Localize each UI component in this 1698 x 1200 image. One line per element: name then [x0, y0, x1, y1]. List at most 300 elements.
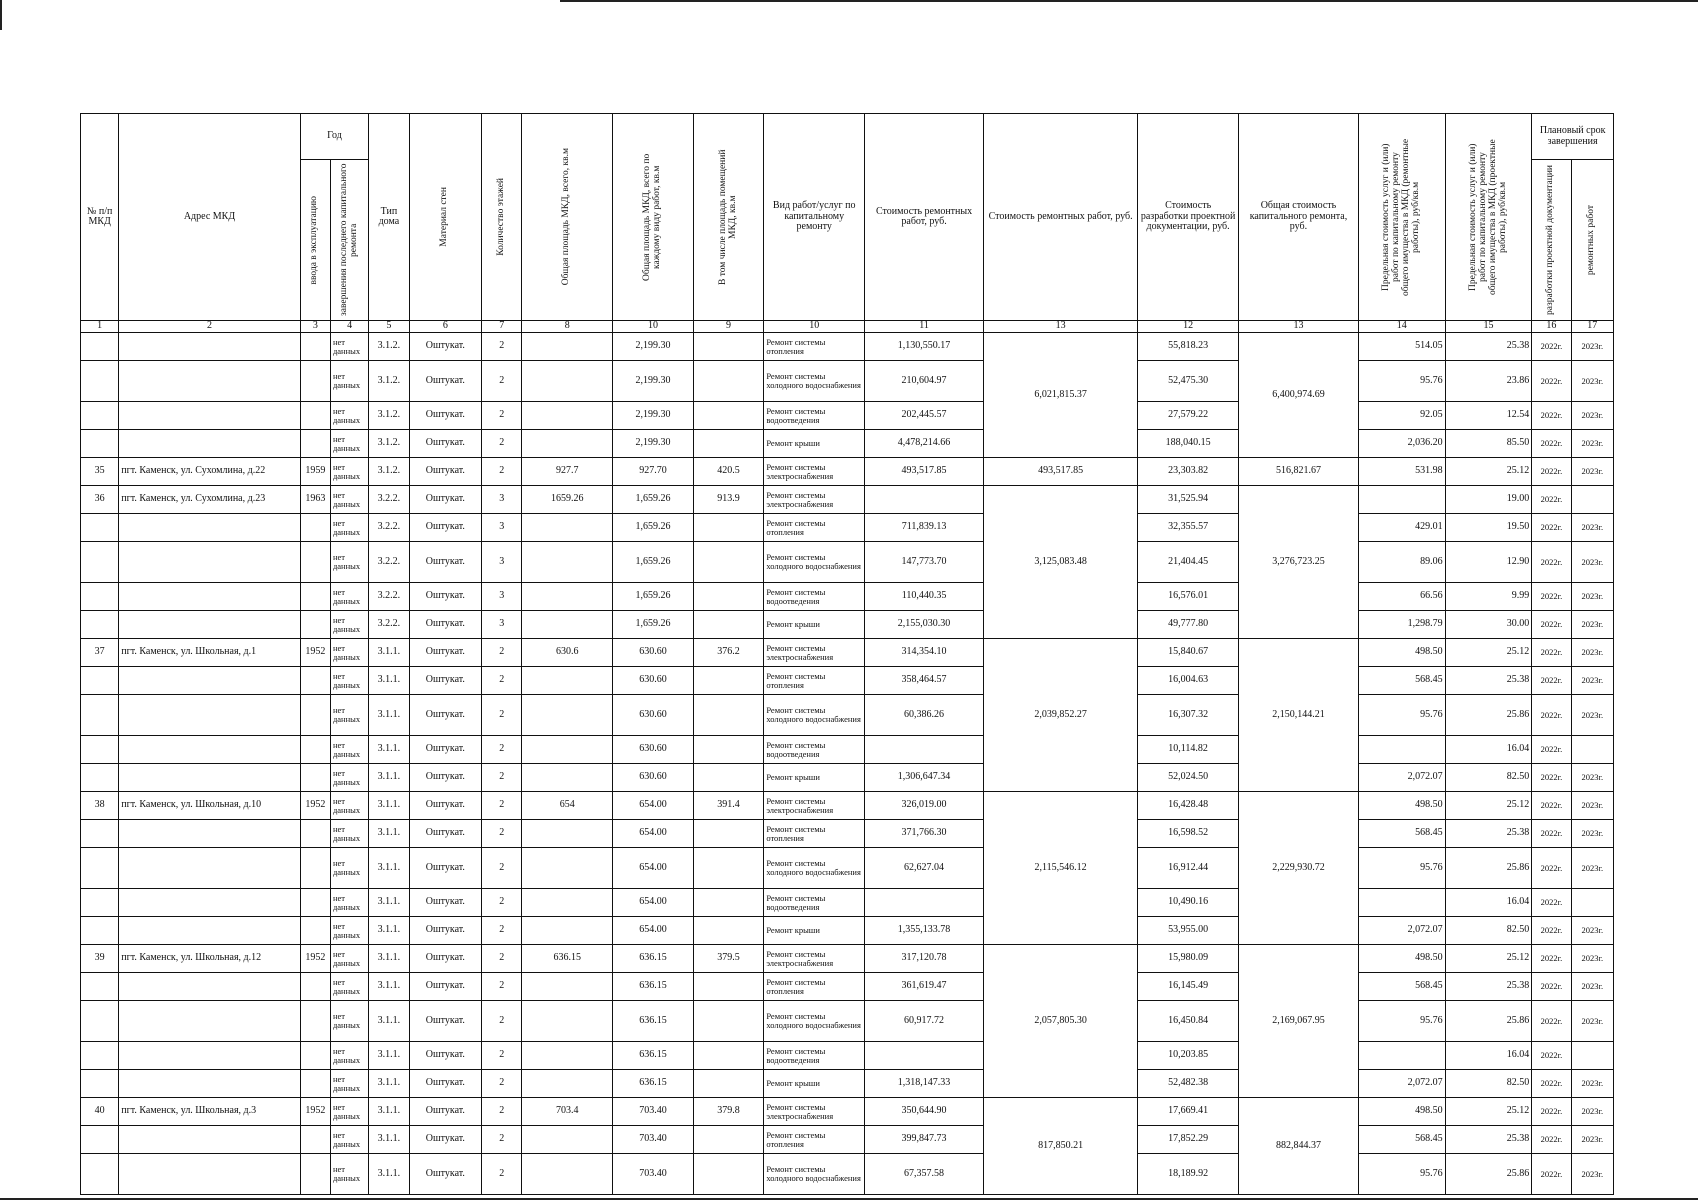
cell-limit-design: 82.50: [1445, 917, 1532, 945]
cell-year-last-repair: нет данных: [330, 973, 368, 1001]
cell-term-repair: 2023г.: [1571, 542, 1613, 583]
cell-house-type: 3.1.1.: [369, 1001, 409, 1042]
cell-design-cost: 31,525.94: [1138, 486, 1239, 514]
cell-living-area: [693, 514, 764, 542]
cell-floors: 2: [482, 402, 522, 430]
cell-num: [81, 611, 119, 639]
table-row: [81, 1042, 1614, 1070]
cell-wall-material: Оштукат.: [409, 514, 482, 542]
cell-limit-design: 82.50: [1445, 1070, 1532, 1098]
cell-term-repair: 2023г.: [1571, 667, 1613, 695]
cell-term-design: 2022г.: [1532, 611, 1571, 639]
cell-address: пгт. Каменск, ул. Сухомлина, д.22: [119, 458, 300, 486]
cell-limit-design: 85.50: [1445, 430, 1532, 458]
column-number: 15: [1445, 321, 1532, 333]
cell-num: [81, 514, 119, 542]
cell-total-area: [522, 611, 613, 639]
cell-house-type: 3.1.1.: [369, 667, 409, 695]
cell-address: [119, 611, 300, 639]
cell-area-per-work: 630.60: [613, 639, 694, 667]
cell-design-cost: 10,490.16: [1138, 889, 1239, 917]
cell-living-area: [693, 820, 764, 848]
cell-wall-material: Оштукат.: [409, 736, 482, 764]
cell-area-per-work: 630.60: [613, 736, 694, 764]
column-number: 4: [330, 321, 368, 333]
cell-year-last-repair: нет данных: [330, 1042, 368, 1070]
table-row: [81, 1070, 1614, 1098]
cell-area-per-work: 1,659.26: [613, 486, 694, 514]
cell-term-repair: 2023г.: [1571, 361, 1613, 402]
cell-year-commission: 1952: [300, 639, 330, 667]
cell-total-area: [522, 695, 613, 736]
cell-year-commission: [300, 889, 330, 917]
cell-wall-material: Оштукат.: [409, 889, 482, 917]
column-number: 9: [693, 321, 764, 333]
cell-limit-design: 25.86: [1445, 1001, 1532, 1042]
cell-living-area: [693, 583, 764, 611]
cell-living-area: [693, 1042, 764, 1070]
cell-wall-material: Оштукат.: [409, 848, 482, 889]
cell-repair-cost-total: 2,115,546.12: [984, 792, 1138, 945]
cell-total-area: 630.6: [522, 639, 613, 667]
cell-total-cost: 2,169,067.95: [1239, 945, 1359, 1098]
cell-wall-material: Оштукат.: [409, 611, 482, 639]
cell-repair-cost: 1,130,550.17: [865, 333, 984, 361]
cell-work-type: Ремонт системы отопления: [764, 667, 865, 695]
cell-living-area: [693, 542, 764, 583]
cell-house-type: 3.1.1.: [369, 889, 409, 917]
cell-address: пгт. Каменск, ул. Сухомлина, д.23: [119, 486, 300, 514]
cell-address: [119, 1126, 300, 1154]
cell-floors: 2: [482, 639, 522, 667]
cell-work-type: Ремонт системы холодного водоснабжения: [764, 695, 865, 736]
cell-year-commission: [300, 973, 330, 1001]
cell-year-commission: [300, 848, 330, 889]
cell-wall-material: Оштукат.: [409, 973, 482, 1001]
cell-total-area: [522, 1042, 613, 1070]
cell-num: [81, 402, 119, 430]
cell-design-cost: 52,475.30: [1138, 361, 1239, 402]
cell-year-commission: [300, 917, 330, 945]
cell-year-commission: [300, 695, 330, 736]
cell-design-cost: 27,579.22: [1138, 402, 1239, 430]
table-row: [81, 1126, 1614, 1154]
cell-total-area: [522, 848, 613, 889]
cell-repair-cost-total: 2,057,805.30: [984, 945, 1138, 1098]
cell-total-area: [522, 736, 613, 764]
header-house-type: Тип дома: [369, 114, 409, 321]
cell-limit-design: 25.38: [1445, 973, 1532, 1001]
cell-total-cost: 2,150,144.21: [1239, 639, 1359, 792]
cell-wall-material: Оштукат.: [409, 1070, 482, 1098]
cell-term-design: 2022г.: [1532, 1098, 1571, 1126]
cell-num: [81, 1154, 119, 1195]
cell-term-design: 2022г.: [1532, 1070, 1571, 1098]
cell-term-design: 2022г.: [1532, 736, 1571, 764]
cell-repair-cost: 1,306,647.34: [865, 764, 984, 792]
cell-wall-material: Оштукат.: [409, 1098, 482, 1126]
cell-work-type: Ремонт системы водоотведения: [764, 583, 865, 611]
cell-year-last-repair: нет данных: [330, 1070, 368, 1098]
cell-limit-repair: 498.50: [1358, 639, 1445, 667]
cell-repair-cost: 361,619.47: [865, 973, 984, 1001]
cell-term-design: 2022г.: [1532, 430, 1571, 458]
cell-year-last-repair: нет данных: [330, 792, 368, 820]
cell-term-design: 2022г.: [1532, 889, 1571, 917]
table-row: [81, 611, 1614, 639]
cell-address: [119, 583, 300, 611]
cell-wall-material: Оштукат.: [409, 1154, 482, 1195]
cell-repair-cost: 399,847.73: [865, 1126, 984, 1154]
cell-limit-design: 25.12: [1445, 945, 1532, 973]
cell-house-type: 3.1.1.: [369, 639, 409, 667]
cell-limit-design: 25.38: [1445, 1126, 1532, 1154]
cell-work-type: Ремонт системы водоотведения: [764, 889, 865, 917]
cell-year-commission: [300, 361, 330, 402]
cell-limit-repair: [1358, 889, 1445, 917]
cell-house-type: 3.1.2.: [369, 402, 409, 430]
cell-work-type: Ремонт системы холодного водоснабжения: [764, 361, 865, 402]
cell-work-type: Ремонт системы электроснабжения: [764, 458, 865, 486]
cell-area-per-work: 927.70: [613, 458, 694, 486]
table-row: [81, 764, 1614, 792]
cell-house-type: 3.2.2.: [369, 583, 409, 611]
cell-total-area: 1659.26: [522, 486, 613, 514]
column-number: 10: [764, 321, 865, 333]
cell-year-last-repair: нет данных: [330, 1098, 368, 1126]
cell-limit-repair: 568.45: [1358, 667, 1445, 695]
cell-limit-repair: 89.06: [1358, 542, 1445, 583]
cell-total-cost: 6,400,974.69: [1239, 333, 1359, 458]
header-repair-cost-total: Стоимость ремонтных работ, руб.: [984, 114, 1138, 321]
cell-term-design: 2022г.: [1532, 458, 1571, 486]
cell-num: 36: [81, 486, 119, 514]
cell-repair-cost: 314,354.10: [865, 639, 984, 667]
column-number-row: [81, 321, 1614, 333]
cell-total-area: [522, 583, 613, 611]
cell-term-repair: 2023г.: [1571, 1070, 1613, 1098]
cell-address: [119, 848, 300, 889]
cell-year-commission: [300, 514, 330, 542]
cell-floors: 3: [482, 486, 522, 514]
table-row: [81, 542, 1614, 583]
cell-num: 37: [81, 639, 119, 667]
header-design-cost: Стоимость разработки проектной документации, руб.: [1138, 114, 1239, 321]
cell-term-design: 2022г.: [1532, 820, 1571, 848]
cell-work-type: Ремонт системы водоотведения: [764, 736, 865, 764]
table-row: [81, 889, 1614, 917]
cell-year-commission: 1963: [300, 486, 330, 514]
cell-wall-material: Оштукат.: [409, 695, 482, 736]
cell-living-area: [693, 361, 764, 402]
cell-house-type: 3.1.1.: [369, 695, 409, 736]
cell-num: [81, 333, 119, 361]
cell-limit-design: 25.86: [1445, 848, 1532, 889]
cell-limit-design: 25.12: [1445, 1098, 1532, 1126]
cell-repair-cost: 317,120.78: [865, 945, 984, 973]
cell-term-design: 2022г.: [1532, 764, 1571, 792]
cell-repair-cost-total: 493,517.85: [984, 458, 1138, 486]
cell-area-per-work: 654.00: [613, 917, 694, 945]
cell-total-area: [522, 973, 613, 1001]
table-row: [81, 486, 1614, 514]
cell-limit-repair: 429.01: [1358, 514, 1445, 542]
cell-term-repair: 2023г.: [1571, 917, 1613, 945]
cell-year-last-repair: нет данных: [330, 889, 368, 917]
cell-term-design: 2022г.: [1532, 792, 1571, 820]
cell-repair-cost: [865, 1042, 984, 1070]
cell-design-cost: 23,303.82: [1138, 458, 1239, 486]
cell-design-cost: 10,203.85: [1138, 1042, 1239, 1070]
cell-limit-repair: 498.50: [1358, 1098, 1445, 1126]
table-row: [81, 402, 1614, 430]
cell-design-cost: 49,777.80: [1138, 611, 1239, 639]
cell-address: [119, 764, 300, 792]
cell-term-repair: 2023г.: [1571, 333, 1613, 361]
cell-area-per-work: 2,199.30: [613, 361, 694, 402]
cell-repair-cost: 493,517.85: [865, 458, 984, 486]
cell-year-last-repair: нет данных: [330, 764, 368, 792]
cell-total-area: 927.7: [522, 458, 613, 486]
cell-repair-cost: [865, 736, 984, 764]
column-number: 6: [409, 321, 482, 333]
cell-term-design: 2022г.: [1532, 945, 1571, 973]
table-row: [81, 1001, 1614, 1042]
cell-num: [81, 736, 119, 764]
cell-floors: 3: [482, 542, 522, 583]
cell-term-repair: 2023г.: [1571, 820, 1613, 848]
cell-term-repair: 2023г.: [1571, 611, 1613, 639]
cell-repair-cost: 202,445.57: [865, 402, 984, 430]
cell-living-area: 376.2: [693, 639, 764, 667]
cell-work-type: Ремонт системы электроснабжения: [764, 792, 865, 820]
cell-repair-cost: 60,386.26: [865, 695, 984, 736]
cell-house-type: 3.2.2.: [369, 486, 409, 514]
cell-repair-cost-total: 817,850.21: [984, 1098, 1138, 1195]
cell-floors: 2: [482, 333, 522, 361]
cell-limit-design: 25.12: [1445, 458, 1532, 486]
column-number: 8: [522, 321, 613, 333]
cell-floors: 2: [482, 1001, 522, 1042]
header-wall-material: Материал стен: [409, 114, 482, 321]
table-row: [81, 361, 1614, 402]
cell-living-area: [693, 333, 764, 361]
cell-floors: 2: [482, 848, 522, 889]
cell-wall-material: Оштукат.: [409, 486, 482, 514]
cell-year-last-repair: нет данных: [330, 583, 368, 611]
cell-limit-design: 16.04: [1445, 736, 1532, 764]
cell-total-area: 703.4: [522, 1098, 613, 1126]
cell-floors: 2: [482, 1154, 522, 1195]
cell-total-area: [522, 1001, 613, 1042]
table-row: [81, 973, 1614, 1001]
cell-address: [119, 333, 300, 361]
cell-house-type: 3.1.1.: [369, 736, 409, 764]
cell-area-per-work: 1,659.26: [613, 514, 694, 542]
cell-wall-material: Оштукат.: [409, 917, 482, 945]
cell-wall-material: Оштукат.: [409, 1001, 482, 1042]
table-row: [81, 1154, 1614, 1195]
table-body: [81, 333, 1614, 1195]
cell-house-type: 3.1.1.: [369, 1042, 409, 1070]
cell-work-type: Ремонт системы отопления: [764, 1126, 865, 1154]
cell-living-area: 913.9: [693, 486, 764, 514]
column-number: 10: [613, 321, 694, 333]
cell-limit-repair: [1358, 1042, 1445, 1070]
cell-total-area: [522, 542, 613, 583]
cell-total-area: [522, 667, 613, 695]
cell-num: [81, 848, 119, 889]
cell-num: [81, 1001, 119, 1042]
cell-living-area: [693, 848, 764, 889]
cell-limit-repair: 92.05: [1358, 402, 1445, 430]
cell-year-last-repair: нет данных: [330, 736, 368, 764]
cell-work-type: Ремонт системы холодного водоснабжения: [764, 848, 865, 889]
cell-term-design: 2022г.: [1532, 333, 1571, 361]
cell-house-type: 3.1.1.: [369, 848, 409, 889]
cell-limit-design: 25.38: [1445, 820, 1532, 848]
cell-house-type: 3.1.1.: [369, 1154, 409, 1195]
header-limit-repair: Предельная стоимость услуг и (или) работ по капитальному ремонту общего имущества в МКД (ремонтные работы), руб/кв.м: [1358, 114, 1445, 321]
cell-total-area: [522, 1154, 613, 1195]
cell-term-repair: 2023г.: [1571, 1098, 1613, 1126]
cell-work-type: Ремонт системы холодного водоснабжения: [764, 542, 865, 583]
cell-num: 39: [81, 945, 119, 973]
cell-total-area: [522, 402, 613, 430]
cell-year-last-repair: нет данных: [330, 542, 368, 583]
cell-num: [81, 917, 119, 945]
cell-wall-material: Оштукат.: [409, 667, 482, 695]
header-repair-cost: Стоимость ремонтных работ, руб.: [865, 114, 984, 321]
cell-floors: 3: [482, 611, 522, 639]
cell-repair-cost: 1,355,133.78: [865, 917, 984, 945]
cell-term-repair: 2023г.: [1571, 583, 1613, 611]
table-row: [81, 820, 1614, 848]
cell-limit-design: 25.12: [1445, 639, 1532, 667]
column-number: 16: [1532, 321, 1571, 333]
table-row: [81, 792, 1614, 820]
table-row: [81, 667, 1614, 695]
cell-limit-design: 19.50: [1445, 514, 1532, 542]
cell-repair-cost: 110,440.35: [865, 583, 984, 611]
cell-design-cost: 16,145.49: [1138, 973, 1239, 1001]
column-number: 7: [482, 321, 522, 333]
cell-limit-design: 12.54: [1445, 402, 1532, 430]
cell-house-type: 3.1.1.: [369, 820, 409, 848]
cell-year-commission: [300, 1154, 330, 1195]
cell-address: [119, 917, 300, 945]
cell-address: [119, 736, 300, 764]
cell-total-cost: 2,229,930.72: [1239, 792, 1359, 945]
column-number: 11: [865, 321, 984, 333]
cell-num: [81, 667, 119, 695]
cell-area-per-work: 636.15: [613, 1042, 694, 1070]
cell-house-type: 3.1.1.: [369, 1070, 409, 1098]
cell-num: [81, 695, 119, 736]
cell-repair-cost: [865, 486, 984, 514]
cell-work-type: Ремонт системы электроснабжения: [764, 639, 865, 667]
cell-year-last-repair: нет данных: [330, 1154, 368, 1195]
cell-year-last-repair: нет данных: [330, 458, 368, 486]
cell-limit-design: 12.90: [1445, 542, 1532, 583]
cell-design-cost: 53,955.00: [1138, 917, 1239, 945]
cell-total-cost: 516,821.67: [1239, 458, 1359, 486]
cell-year-commission: [300, 542, 330, 583]
cell-year-last-repair: нет данных: [330, 430, 368, 458]
cell-floors: 2: [482, 945, 522, 973]
cell-total-area: [522, 1070, 613, 1098]
capital-repair-table-sheet: [80, 113, 1614, 1183]
cell-house-type: 3.1.1.: [369, 1126, 409, 1154]
cell-area-per-work: 2,199.30: [613, 402, 694, 430]
cell-limit-repair: 95.76: [1358, 848, 1445, 889]
cell-floors: 2: [482, 917, 522, 945]
cell-year-commission: 1952: [300, 1098, 330, 1126]
cell-term-design: 2022г.: [1532, 1154, 1571, 1195]
cell-term-design: 2022г.: [1532, 402, 1571, 430]
cell-term-repair: 2023г.: [1571, 402, 1613, 430]
cell-year-commission: [300, 820, 330, 848]
cell-total-area: [522, 917, 613, 945]
cell-work-type: Ремонт системы водоотведения: [764, 1042, 865, 1070]
cell-design-cost: 188,040.15: [1138, 430, 1239, 458]
cell-house-type: 3.2.2.: [369, 542, 409, 583]
cell-house-type: 3.1.1.: [369, 792, 409, 820]
cell-repair-cost: 4,478,214.66: [865, 430, 984, 458]
header-term-repair: ремонтных работ: [1571, 160, 1613, 321]
cell-limit-design: 23.86: [1445, 361, 1532, 402]
cell-wall-material: Оштукат.: [409, 402, 482, 430]
cell-area-per-work: 703.40: [613, 1154, 694, 1195]
cell-term-design: 2022г.: [1532, 848, 1571, 889]
cell-repair-cost: 358,464.57: [865, 667, 984, 695]
cell-floors: 3: [482, 583, 522, 611]
cell-term-repair: 2023г.: [1571, 514, 1613, 542]
cell-num: [81, 583, 119, 611]
cell-living-area: [693, 917, 764, 945]
cell-limit-repair: 95.76: [1358, 1001, 1445, 1042]
cell-work-type: Ремонт крыши: [764, 430, 865, 458]
cell-area-per-work: 630.60: [613, 695, 694, 736]
cell-limit-design: 30.00: [1445, 611, 1532, 639]
cell-address: [119, 820, 300, 848]
cell-area-per-work: 636.15: [613, 1070, 694, 1098]
cell-limit-design: 9.99: [1445, 583, 1532, 611]
cell-limit-repair: 95.76: [1358, 695, 1445, 736]
cell-year-commission: 1952: [300, 792, 330, 820]
cell-total-area: [522, 1126, 613, 1154]
cell-total-area: [522, 333, 613, 361]
cell-year-commission: [300, 402, 330, 430]
cell-area-per-work: 1,659.26: [613, 611, 694, 639]
cell-wall-material: Оштукат.: [409, 1126, 482, 1154]
cell-repair-cost: 711,839.13: [865, 514, 984, 542]
cell-year-commission: 1952: [300, 945, 330, 973]
cell-limit-repair: 95.76: [1358, 361, 1445, 402]
cell-limit-design: 25.38: [1445, 667, 1532, 695]
cell-num: [81, 542, 119, 583]
cell-area-per-work: 1,659.26: [613, 542, 694, 583]
cell-year-commission: [300, 430, 330, 458]
cell-limit-design: 16.04: [1445, 1042, 1532, 1070]
header-year-commission: ввода в эксплуатацию: [300, 160, 330, 321]
cell-term-design: 2022г.: [1532, 917, 1571, 945]
cell-floors: 2: [482, 1126, 522, 1154]
cell-floors: 2: [482, 1070, 522, 1098]
cell-limit-repair: 2,072.07: [1358, 764, 1445, 792]
table-row: [81, 430, 1614, 458]
cell-year-commission: [300, 611, 330, 639]
